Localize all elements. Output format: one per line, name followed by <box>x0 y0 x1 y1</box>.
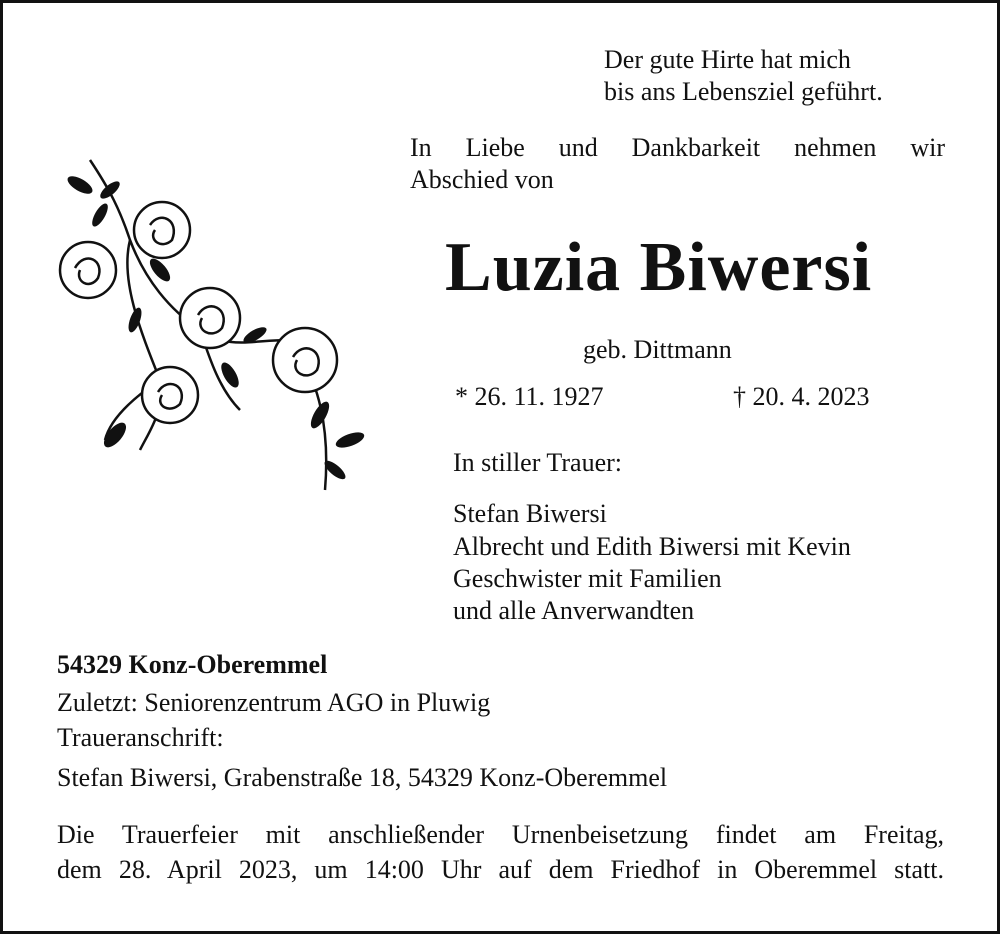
place: 54329 Konz-Oberemmel <box>57 650 328 679</box>
mourner-name: Stefan Biwersi <box>453 499 607 528</box>
mourning-address: Stefan Biwersi, Grabenstraße 18, 54329 Konz-Oberemmel <box>57 763 668 792</box>
roses-illustration <box>50 150 370 495</box>
intro-line-1: In Liebe und Dankbarkeit nehmen wir <box>410 133 945 162</box>
death-date: † 20. 4. 2023 <box>733 382 870 411</box>
mourners-heading: In stiller Trauer: <box>453 448 622 477</box>
quote-line-1: Der gute Hirte hat mich <box>604 45 851 74</box>
mourning-address-label: Traueranschrift: <box>57 723 224 752</box>
birth-date: * 26. 11. 1927 <box>455 382 604 411</box>
maiden-name: geb. Dittmann <box>583 335 732 364</box>
mourner-name: Albrecht und Edith Biwersi mit Kevin <box>453 532 851 561</box>
quote-line-2: bis ans Lebensziel geführt. <box>604 77 883 106</box>
deceased-name: Luzia Biwersi <box>445 229 873 306</box>
ceremony-line-1: Die Trauerfeier mit anschließender Urnenbeisetzung findet am Freitag, <box>57 820 944 849</box>
ceremony-line-2: dem 28. April 2023, um 14:00 Uhr auf dem Friedhof in Oberemmel statt. <box>57 855 944 884</box>
mourner-name: und alle Anverwandten <box>453 596 695 625</box>
intro-line-2: Abschied von <box>410 165 554 194</box>
last-residence: Zuletzt: Seniorenzentrum AGO in Pluwig <box>57 688 491 717</box>
mourner-name: Geschwister mit Familien <box>453 564 722 593</box>
